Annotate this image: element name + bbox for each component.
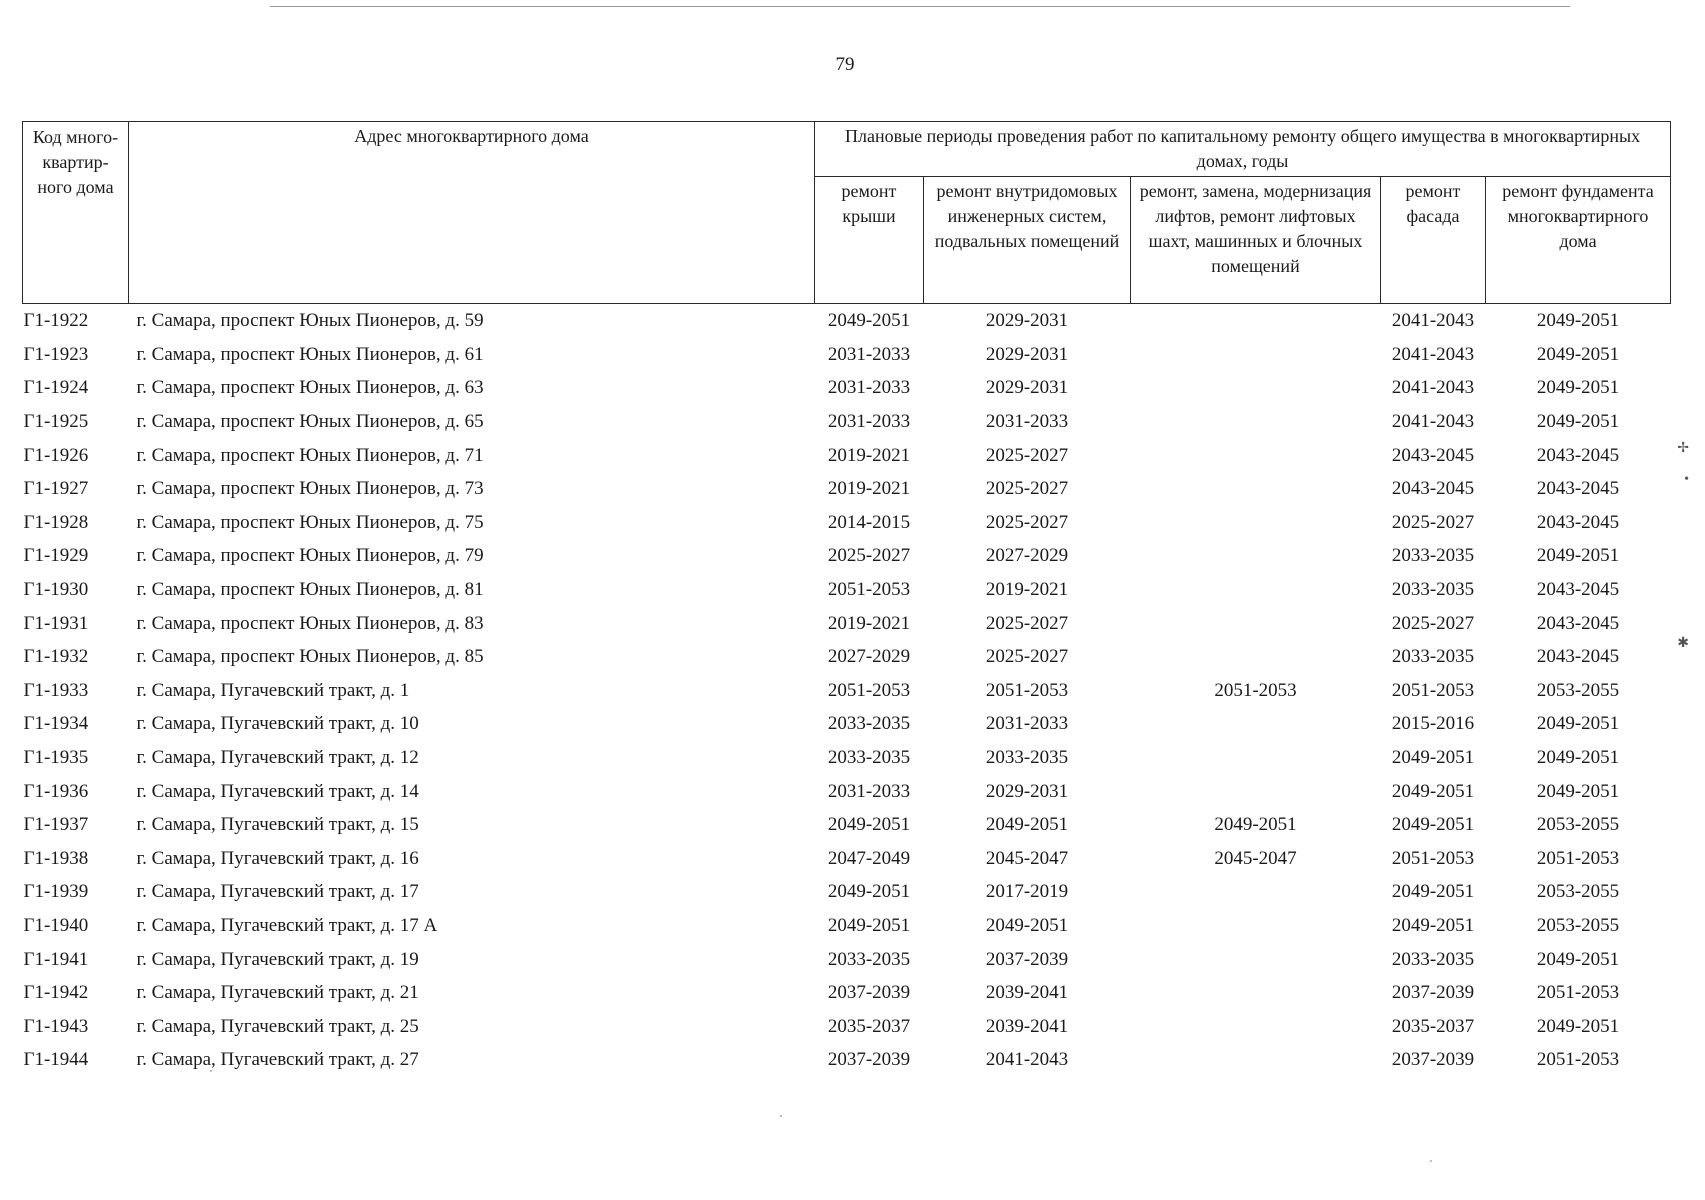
row-facade: 2015-2016 — [1391, 713, 1475, 735]
row-roof: 2019-2021 — [827, 444, 911, 466]
row-elevator — [1131, 304, 1381, 338]
table-row — [23, 942, 1671, 976]
row-foundation: 2043-2045 — [1536, 646, 1620, 668]
row-foundation: 2053-2055 — [1536, 814, 1620, 836]
row-facade: 2037-2039 — [1391, 982, 1475, 1004]
row-elevator — [1131, 741, 1381, 775]
row-roof: 2049-2051 — [827, 814, 911, 836]
row-roof: 2033-2035 — [827, 747, 911, 769]
row-address: г. Самара, проспект Юных Пионеров, д. 75 — [136, 511, 484, 533]
row-engineering: 2025-2027 — [985, 444, 1069, 466]
row-address: г. Самара, проспект Юных Пионеров, д. 83 — [136, 612, 484, 634]
row-facade: 2033-2035 — [1391, 579, 1475, 601]
table-row — [23, 405, 1671, 439]
row-roof: 2035-2037 — [827, 1015, 911, 1037]
row-foundation: 2051-2053 — [1536, 847, 1620, 869]
row-elevator — [1131, 774, 1381, 808]
row-elevator — [1131, 707, 1381, 741]
row-foundation: 2043-2045 — [1536, 478, 1620, 500]
table-row — [23, 1009, 1671, 1043]
row-code: Г1-1934 — [23, 713, 89, 735]
row-code: Г1-1933 — [23, 679, 89, 701]
row-code: Г1-1938 — [23, 847, 89, 869]
row-roof: 2031-2033 — [827, 780, 911, 802]
row-code: Г1-1926 — [23, 444, 89, 466]
row-foundation: 2043-2045 — [1536, 612, 1620, 634]
row-elevator — [1131, 875, 1381, 909]
row-elevator — [1131, 606, 1381, 640]
row-code: Г1-1922 — [23, 310, 89, 332]
row-engineering: 2037-2039 — [985, 948, 1069, 970]
row-facade: 2049-2051 — [1391, 914, 1475, 936]
row-roof: 2031-2033 — [827, 377, 911, 399]
row-facade: 2043-2045 — [1391, 444, 1475, 466]
table-row — [23, 506, 1671, 540]
row-engineering: 2029-2031 — [985, 343, 1069, 365]
row-foundation: 2053-2055 — [1536, 679, 1620, 701]
table-row — [23, 774, 1671, 808]
row-roof: 2027-2029 — [827, 646, 911, 668]
scan-mark: ✱ — [1677, 636, 1689, 651]
row-facade: 2049-2051 — [1391, 881, 1475, 903]
row-foundation: 2049-2051 — [1536, 948, 1620, 970]
row-address: г. Самара, Пугачевский тракт, д. 17 А — [136, 914, 438, 936]
row-address: г. Самара, Пугачевский тракт, д. 19 — [136, 948, 419, 970]
row-foundation: 2051-2053 — [1536, 982, 1620, 1004]
row-elevator: 2049-2051 — [1214, 814, 1297, 836]
row-roof: 2031-2033 — [827, 411, 911, 433]
row-code: Г1-1930 — [23, 579, 89, 601]
repair-schedule-table — [22, 121, 1671, 1077]
row-elevator — [1131, 338, 1381, 372]
header-planned-periods: Плановые периоды проведения работ по капитальному ремонту общего имущества в многоквартирных домах, годы — [815, 122, 1671, 177]
row-address: г. Самара, проспект Юных Пионеров, д. 73 — [136, 478, 484, 500]
header-elevator: ремонт, замена, модернизация лифтов, ремонт лифтовых шахт, машинных и блочных помещений — [1131, 177, 1381, 304]
table-row — [23, 976, 1671, 1010]
row-elevator — [1131, 472, 1381, 506]
row-address: г. Самара, Пугачевский тракт, д. 10 — [136, 713, 419, 735]
row-facade: 2033-2035 — [1391, 545, 1475, 567]
table-row — [23, 808, 1671, 842]
row-facade: 2041-2043 — [1391, 411, 1475, 433]
row-code: Г1-1939 — [23, 881, 89, 903]
table-row — [23, 1043, 1671, 1077]
row-engineering: 2025-2027 — [985, 478, 1069, 500]
row-engineering: 2031-2033 — [985, 713, 1069, 735]
row-engineering: 2027-2029 — [985, 545, 1069, 567]
row-elevator — [1131, 506, 1381, 540]
scan-dot — [1430, 1160, 1432, 1162]
row-code: Г1-1927 — [23, 478, 89, 500]
row-roof: 2049-2051 — [827, 310, 911, 332]
table-header — [23, 122, 1671, 304]
row-facade: 2035-2037 — [1391, 1015, 1475, 1037]
row-foundation: 2053-2055 — [1536, 914, 1620, 936]
row-roof: 2049-2051 — [827, 881, 911, 903]
row-address: г. Самара, Пугачевский тракт, д. 16 — [136, 847, 419, 869]
row-elevator — [1131, 573, 1381, 607]
row-roof: 2047-2049 — [827, 847, 911, 869]
row-code: Г1-1942 — [23, 982, 89, 1004]
row-foundation: 2049-2051 — [1536, 780, 1620, 802]
row-elevator — [1131, 405, 1381, 439]
row-engineering: 2045-2047 — [985, 847, 1069, 869]
row-roof: 2019-2021 — [827, 612, 911, 634]
scan-mark: • — [1684, 472, 1689, 487]
row-foundation: 2049-2051 — [1536, 411, 1620, 433]
scan-dot — [780, 1115, 782, 1117]
row-engineering: 2049-2051 — [985, 814, 1069, 836]
row-engineering: 2031-2033 — [985, 411, 1069, 433]
row-address: г. Самара, Пугачевский тракт, д. 15 — [136, 814, 419, 836]
row-foundation: 2049-2051 — [1536, 343, 1620, 365]
row-foundation: 2043-2045 — [1536, 579, 1620, 601]
table-row — [23, 606, 1671, 640]
row-elevator: 2045-2047 — [1214, 847, 1297, 869]
row-engineering: 2049-2051 — [985, 914, 1069, 936]
table-row — [23, 674, 1671, 708]
row-elevator — [1131, 976, 1381, 1010]
header-facade: ремонт фасада — [1381, 177, 1486, 304]
row-code: Г1-1944 — [23, 1049, 89, 1071]
scan-dot — [210, 1070, 212, 1072]
row-facade: 2051-2053 — [1391, 679, 1475, 701]
row-address: г. Самара, проспект Юных Пионеров, д. 71 — [136, 444, 484, 466]
row-elevator — [1131, 1009, 1381, 1043]
row-foundation: 2053-2055 — [1536, 881, 1620, 903]
scan-top-rule — [270, 6, 1570, 7]
row-foundation: 2049-2051 — [1536, 713, 1620, 735]
row-elevator — [1131, 1043, 1381, 1077]
row-engineering: 2025-2027 — [985, 612, 1069, 634]
row-facade: 2043-2045 — [1391, 478, 1475, 500]
row-foundation: 2049-2051 — [1536, 1015, 1620, 1037]
row-code: Г1-1940 — [23, 914, 89, 936]
row-roof: 2033-2035 — [827, 948, 911, 970]
row-foundation: 2049-2051 — [1536, 747, 1620, 769]
row-roof: 2025-2027 — [827, 545, 911, 567]
row-foundation: 2049-2051 — [1536, 377, 1620, 399]
row-address: г. Самара, проспект Юных Пионеров, д. 63 — [136, 377, 484, 399]
row-roof: 2049-2051 — [827, 914, 911, 936]
row-facade: 2041-2043 — [1391, 310, 1475, 332]
row-foundation: 2043-2045 — [1536, 511, 1620, 533]
row-code: Г1-1929 — [23, 545, 89, 567]
row-address: г. Самара, Пугачевский тракт, д. 1 — [136, 679, 410, 701]
row-facade: 2033-2035 — [1391, 646, 1475, 668]
row-address: г. Самара, Пугачевский тракт, д. 21 — [136, 982, 419, 1004]
table-row — [23, 438, 1671, 472]
row-facade: 2049-2051 — [1391, 814, 1475, 836]
row-facade: 2033-2035 — [1391, 948, 1475, 970]
row-engineering: 2025-2027 — [985, 646, 1069, 668]
row-facade: 2037-2039 — [1391, 1049, 1475, 1071]
row-engineering: 2033-2035 — [985, 747, 1069, 769]
row-engineering: 2039-2041 — [985, 982, 1069, 1004]
header-code: Код много-квартир-ного дома — [23, 122, 129, 304]
row-address: г. Самара, проспект Юных Пионеров, д. 79 — [136, 545, 484, 567]
row-address: г. Самара, проспект Юных Пионеров, д. 59 — [136, 310, 484, 332]
row-roof: 2037-2039 — [827, 1049, 911, 1071]
table-body — [23, 304, 1671, 1077]
row-address: г. Самара, Пугачевский тракт, д. 25 — [136, 1015, 419, 1037]
row-roof: 2051-2053 — [827, 579, 911, 601]
row-roof: 2051-2053 — [827, 679, 911, 701]
row-engineering: 2041-2043 — [985, 1049, 1069, 1071]
page-number: 79 — [835, 54, 855, 75]
row-address: г. Самара, Пугачевский тракт, д. 12 — [136, 747, 419, 769]
row-code: Г1-1935 — [23, 747, 89, 769]
row-facade: 2041-2043 — [1391, 343, 1475, 365]
table-row — [23, 304, 1671, 338]
table-row — [23, 741, 1671, 775]
header-foundation: ремонт фундамента многоквартирного дома — [1486, 177, 1671, 304]
row-address: г. Самара, Пугачевский тракт, д. 17 — [136, 881, 419, 903]
row-engineering: 2025-2027 — [985, 511, 1069, 533]
row-code: Г1-1931 — [23, 612, 89, 634]
row-elevator — [1131, 371, 1381, 405]
row-engineering: 2029-2031 — [985, 310, 1069, 332]
row-roof: 2019-2021 — [827, 478, 911, 500]
table-row — [23, 371, 1671, 405]
row-engineering: 2017-2019 — [985, 881, 1069, 903]
row-engineering: 2019-2021 — [985, 579, 1069, 601]
row-engineering: 2051-2053 — [985, 679, 1069, 701]
row-roof: 2014-2015 — [827, 511, 911, 533]
row-address: г. Самара, проспект Юных Пионеров, д. 85 — [136, 646, 484, 668]
table-row — [23, 338, 1671, 372]
row-address: г. Самара, проспект Юных Пионеров, д. 81 — [136, 579, 484, 601]
row-foundation: 2049-2051 — [1536, 545, 1620, 567]
row-elevator — [1131, 942, 1381, 976]
row-facade: 2049-2051 — [1391, 747, 1475, 769]
row-elevator — [1131, 909, 1381, 943]
row-code: Г1-1928 — [23, 511, 89, 533]
row-code: Г1-1925 — [23, 411, 89, 433]
row-address: г. Самара, проспект Юных Пионеров, д. 65 — [136, 411, 484, 433]
row-code: Г1-1924 — [23, 377, 89, 399]
row-address: г. Самара, проспект Юных Пионеров, д. 61 — [136, 343, 484, 365]
row-roof: 2037-2039 — [827, 982, 911, 1004]
row-address: г. Самара, Пугачевский тракт, д. 14 — [136, 780, 419, 802]
row-foundation: 2049-2051 — [1536, 310, 1620, 332]
table-row — [23, 707, 1671, 741]
row-elevator — [1131, 640, 1381, 674]
row-code: Г1-1932 — [23, 646, 89, 668]
table-row — [23, 842, 1671, 876]
header-address: Адрес многоквартирного дома — [129, 122, 815, 304]
table-row — [23, 909, 1671, 943]
row-elevator — [1131, 438, 1381, 472]
row-engineering: 2029-2031 — [985, 377, 1069, 399]
row-code: Г1-1937 — [23, 814, 89, 836]
row-engineering: 2039-2041 — [985, 1015, 1069, 1037]
row-facade: 2025-2027 — [1391, 612, 1475, 634]
row-address: г. Самара, Пугачевский тракт, д. 27 — [136, 1049, 419, 1071]
row-foundation: 2043-2045 — [1536, 444, 1620, 466]
table-row — [23, 573, 1671, 607]
row-foundation: 2051-2053 — [1536, 1049, 1620, 1071]
table-row — [23, 472, 1671, 506]
header-engineering: ремонт внутридомовых инженерных систем, подвальных помещений — [924, 177, 1131, 304]
row-elevator — [1131, 539, 1381, 573]
scan-mark: ✢ — [1677, 441, 1689, 456]
header-roof: ремонт крыши — [815, 177, 924, 304]
row-code: Г1-1936 — [23, 780, 89, 802]
row-code: Г1-1943 — [23, 1015, 89, 1037]
row-roof: 2033-2035 — [827, 713, 911, 735]
row-facade: 2049-2051 — [1391, 780, 1475, 802]
row-engineering: 2029-2031 — [985, 780, 1069, 802]
row-roof: 2031-2033 — [827, 343, 911, 365]
table-row — [23, 875, 1671, 909]
row-facade: 2025-2027 — [1391, 511, 1475, 533]
row-code: Г1-1941 — [23, 948, 89, 970]
table-row — [23, 640, 1671, 674]
row-facade: 2041-2043 — [1391, 377, 1475, 399]
table-row — [23, 539, 1671, 573]
row-facade: 2051-2053 — [1391, 847, 1475, 869]
row-code: Г1-1923 — [23, 343, 89, 365]
row-elevator: 2051-2053 — [1214, 679, 1297, 701]
